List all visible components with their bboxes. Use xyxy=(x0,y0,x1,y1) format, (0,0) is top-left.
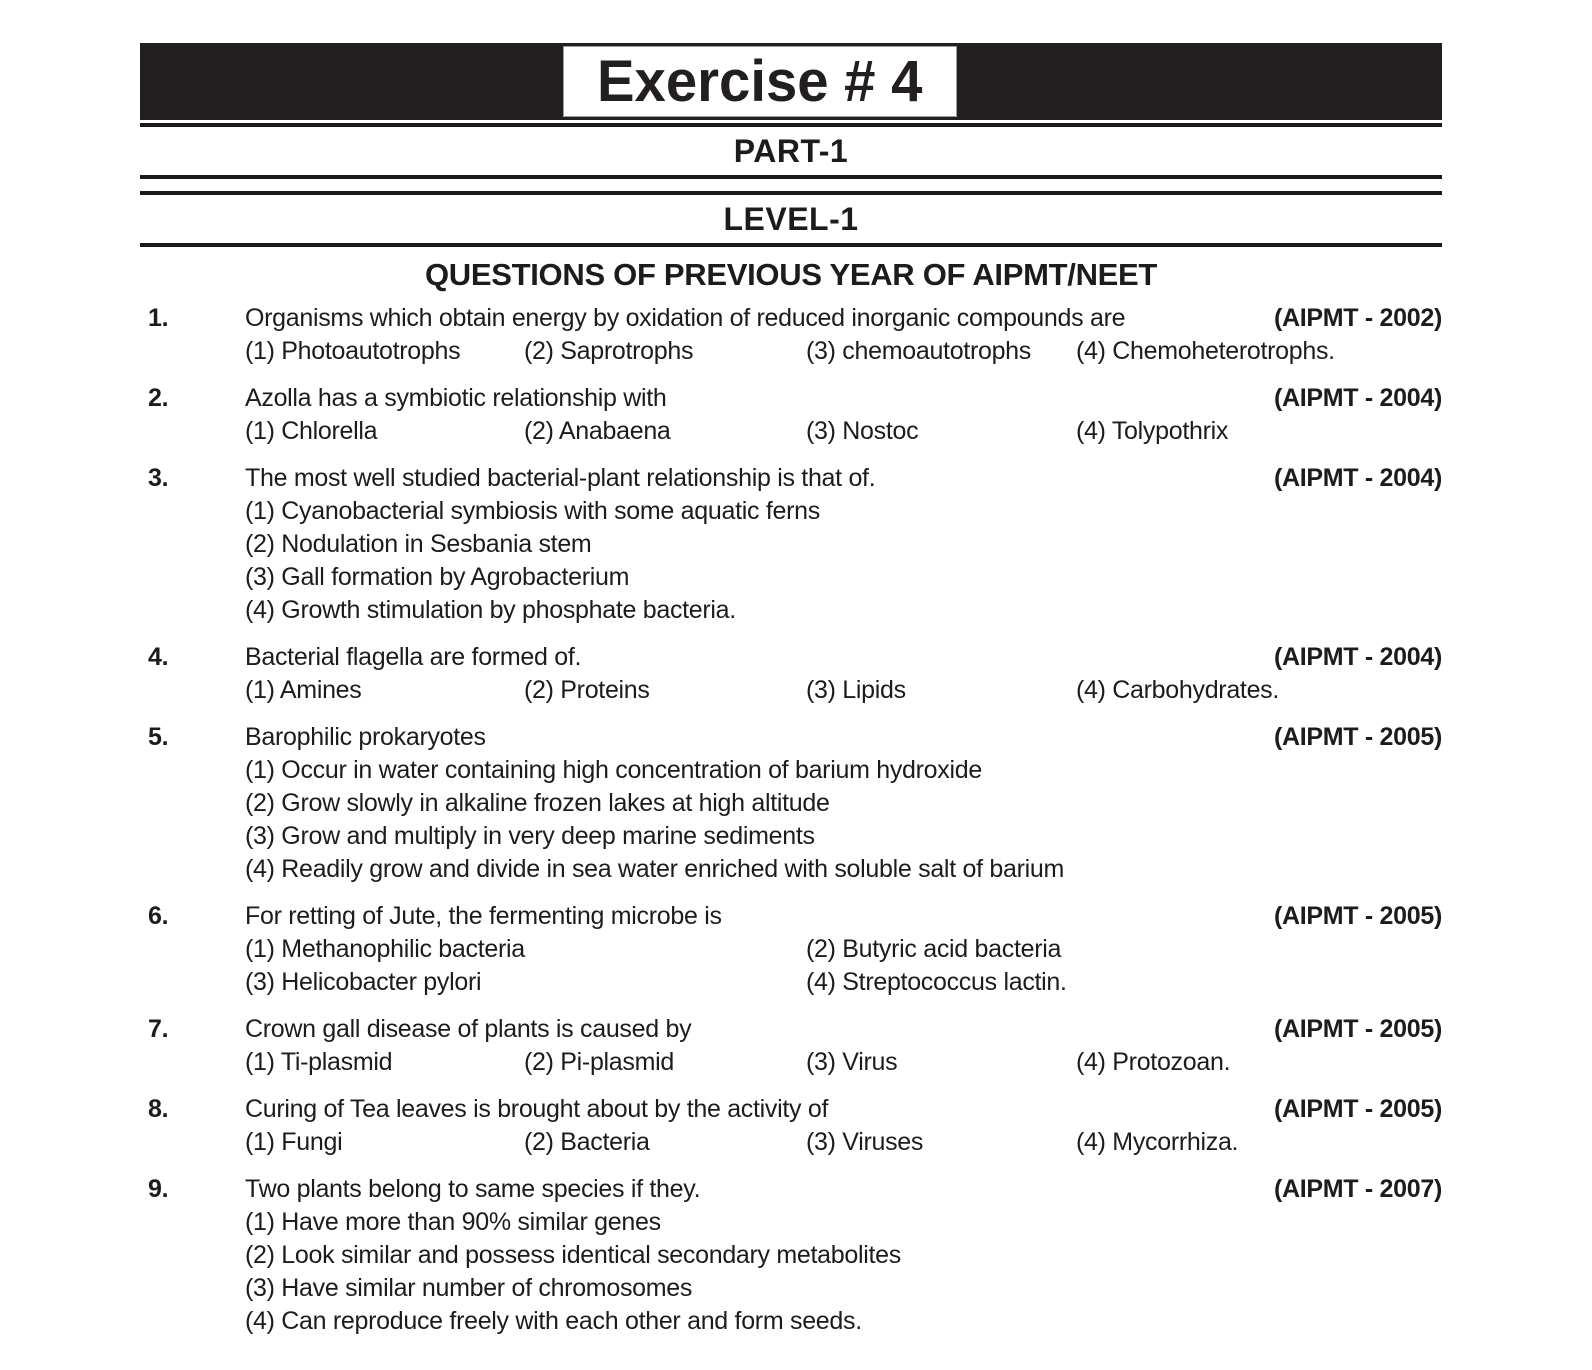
option-item: (2) Anabaena xyxy=(524,417,671,445)
level-label: LEVEL-1 xyxy=(723,200,859,237)
option-item: (3) Have similar number of chromosomes xyxy=(245,1274,693,1302)
horizontal-rule xyxy=(140,243,1442,247)
question-text: Crown gall disease of plants is caused by xyxy=(245,1015,692,1043)
question-text: Barophilic prokaryotes xyxy=(245,723,486,751)
question-year-tag: (AIPMT - 2007) xyxy=(1273,1175,1442,1203)
question-year-tag: (AIPMT - 2004) xyxy=(1273,384,1442,412)
option-item: (2) Bacteria xyxy=(524,1128,650,1156)
question-body xyxy=(245,641,1442,707)
exercise-title: Exercise # 4 xyxy=(597,49,923,114)
question-number: 8. xyxy=(148,1095,169,1123)
options-row xyxy=(245,335,1442,368)
question-year-tag: (AIPMT - 2004) xyxy=(1273,464,1442,492)
question-body xyxy=(245,900,1442,999)
option-item: (1) Fungi xyxy=(245,1128,343,1156)
question-text: Two plants belong to same species if they. xyxy=(245,1175,701,1203)
option-item: (3) Virus xyxy=(806,1048,898,1076)
question-year-tag: (AIPMT - 2005) xyxy=(1273,723,1442,751)
option-item: (2) Butyric acid bacteria xyxy=(806,935,1062,963)
question-item xyxy=(140,1093,1442,1159)
question-header xyxy=(245,1013,1442,1046)
option-item: (2) Saprotrophs xyxy=(524,337,694,365)
question-number: 6. xyxy=(148,902,169,930)
option-item: (3) chemoautotrophs xyxy=(806,337,1031,365)
question-header xyxy=(245,382,1442,415)
option-item: (3) Gall formation by Agrobacterium xyxy=(245,563,630,591)
options-row xyxy=(245,674,1442,707)
option-item: (1) Cyanobacterial symbiosis with some aquatic ferns xyxy=(245,497,820,525)
question-item xyxy=(140,302,1442,368)
question-text: Bacterial flagella are formed of. xyxy=(245,643,582,671)
option-item: (4) Readily grow and divide in sea water enriched with soluble salt of barium xyxy=(245,855,1064,883)
exercise-header-bar xyxy=(140,43,1442,120)
option-item: (2) Proteins xyxy=(524,676,650,704)
content-column xyxy=(140,43,1442,1338)
question-item xyxy=(140,721,1442,886)
option-item: (1) Amines xyxy=(245,676,362,704)
option-item: (1) Photoautotrophs xyxy=(245,337,461,365)
question-number: 7. xyxy=(148,1015,169,1043)
option-item: (2) Pi-plasmid xyxy=(524,1048,674,1076)
question-body xyxy=(245,302,1442,368)
question-number: 3. xyxy=(148,464,169,492)
section-title: QUESTIONS OF PREVIOUS YEAR OF AIPMT/NEET xyxy=(424,257,1158,292)
question-header xyxy=(245,1093,1442,1126)
options-row xyxy=(245,495,1442,627)
question-item xyxy=(140,641,1442,707)
question-number: 5. xyxy=(148,723,169,751)
question-header xyxy=(245,462,1442,495)
option-item: (3) Grow and multiply in very deep marine sediments xyxy=(245,822,815,850)
question-body xyxy=(245,382,1442,448)
question-item xyxy=(140,382,1442,448)
part-label: PART-1 xyxy=(733,132,849,169)
option-item: (4) Can reproduce freely with each other and form seeds. xyxy=(245,1307,862,1335)
option-item: (3) Viruses xyxy=(806,1128,924,1156)
option-item: (2) Look similar and possess identical secondary metabolites xyxy=(245,1241,901,1269)
question-item xyxy=(140,900,1442,999)
question-text: Azolla has a symbiotic relationship with xyxy=(245,384,667,412)
question-body xyxy=(245,462,1442,627)
question-header xyxy=(245,1173,1442,1206)
question-body xyxy=(245,1093,1442,1159)
question-item xyxy=(140,1013,1442,1079)
question-year-tag: (AIPMT - 2004) xyxy=(1273,643,1442,671)
option-item: (1) Chlorella xyxy=(245,417,378,445)
question-year-tag: (AIPMT - 2002) xyxy=(1273,304,1442,332)
options-row xyxy=(245,415,1442,448)
question-number: 2. xyxy=(148,384,169,412)
option-item: (2) Nodulation in Sesbania stem xyxy=(245,530,592,558)
question-number: 1. xyxy=(148,304,169,332)
option-item: (1) Ti-plasmid xyxy=(245,1048,393,1076)
question-text: For retting of Jute, the fermenting microbe is xyxy=(245,902,722,930)
question-body xyxy=(245,1173,1442,1338)
spacer xyxy=(140,179,1442,191)
question-year-tag: (AIPMT - 2005) xyxy=(1273,1015,1442,1043)
options-row xyxy=(245,1126,1442,1159)
question-number: 4. xyxy=(148,643,169,671)
option-item: (4) Protozoan. xyxy=(1076,1048,1231,1076)
options-row xyxy=(245,933,1442,999)
question-body xyxy=(245,721,1442,886)
option-item: (4) Streptococcus lactin. xyxy=(806,968,1067,996)
options-row xyxy=(245,754,1442,886)
option-item: (4) Carbohydrates. xyxy=(1076,676,1280,704)
option-item: (4) Growth stimulation by phosphate bacteria. xyxy=(245,596,736,624)
option-item: (2) Grow slowly in alkaline frozen lakes at high altitude xyxy=(245,789,830,817)
question-text: Organisms which obtain energy by oxidation of reduced inorganic compounds are xyxy=(245,304,1126,332)
option-item: (1) Methanophilic bacteria xyxy=(245,935,525,963)
option-item: (4) Tolypothrix xyxy=(1076,417,1229,445)
option-item: (1) Have more than 90% similar genes xyxy=(245,1208,661,1236)
question-header xyxy=(245,302,1442,335)
option-item: (3) Nostoc xyxy=(806,417,919,445)
option-item: (3) Lipids xyxy=(806,676,906,704)
question-header xyxy=(245,900,1442,933)
options-row xyxy=(245,1046,1442,1079)
question-item xyxy=(140,462,1442,627)
question-year-tag: (AIPMT - 2005) xyxy=(1273,1095,1442,1123)
question-number: 9. xyxy=(148,1175,169,1203)
option-item: (4) Mycorrhiza. xyxy=(1076,1128,1239,1156)
options-row xyxy=(245,1206,1442,1338)
option-item: (4) Chemoheterotrophs. xyxy=(1076,337,1335,365)
questions-list xyxy=(140,302,1442,1338)
question-year-tag: (AIPMT - 2005) xyxy=(1273,902,1442,930)
question-header xyxy=(245,641,1442,674)
question-header xyxy=(245,721,1442,754)
question-body xyxy=(245,1013,1442,1079)
exercise-title-box xyxy=(563,46,957,117)
option-item: (1) Occur in water containing high concentration of barium hydroxide xyxy=(245,756,982,784)
option-item: (3) Helicobacter pylori xyxy=(245,968,482,996)
question-item xyxy=(140,1173,1442,1338)
question-text: The most well studied bacterial-plant relationship is that of. xyxy=(245,464,876,492)
question-text: Curing of Tea leaves is brought about by the activity of xyxy=(245,1095,829,1123)
